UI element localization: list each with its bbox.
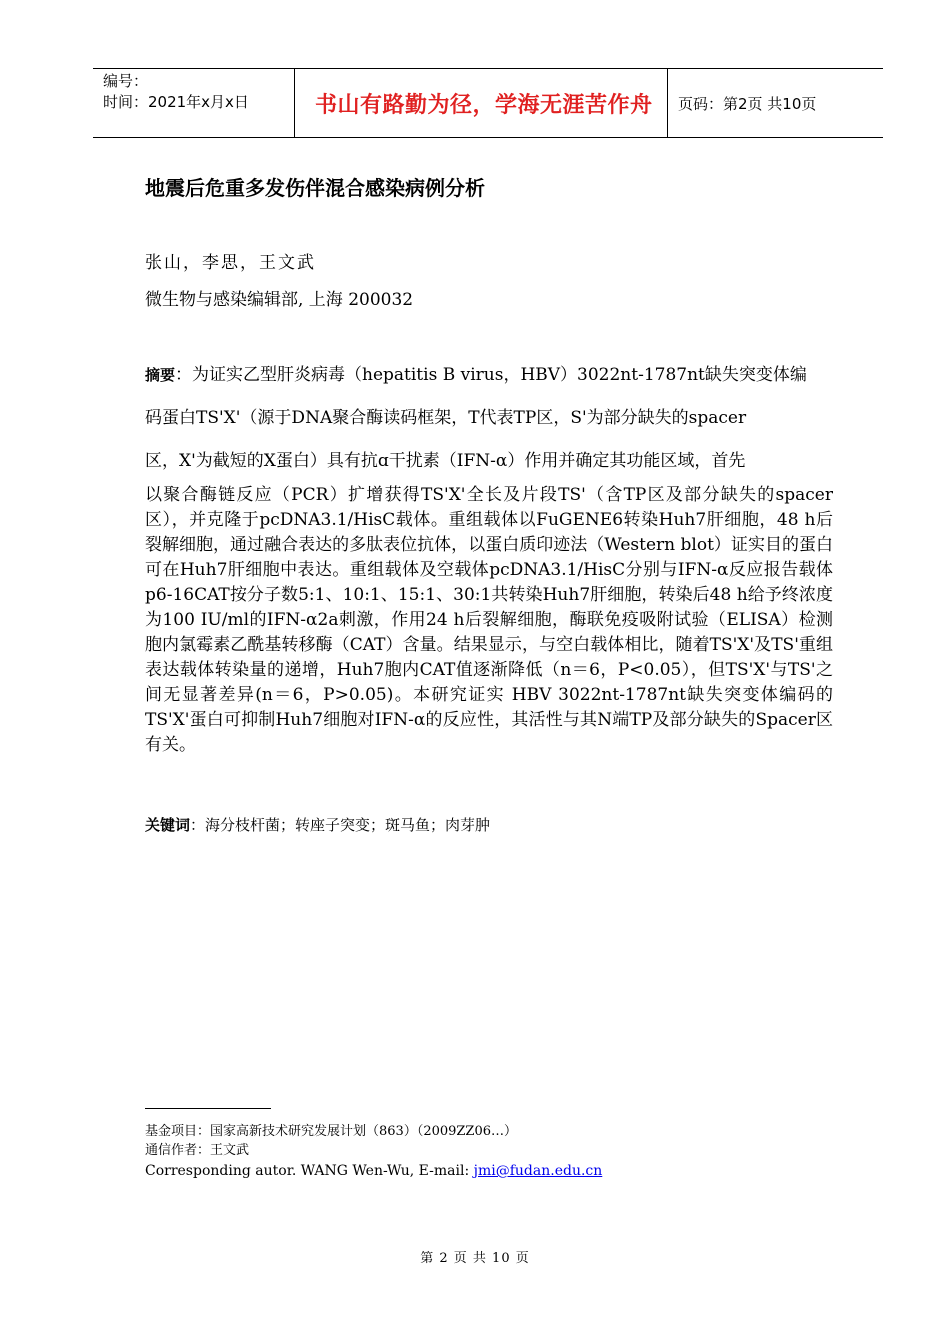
header-meta-cell — [93, 69, 295, 137]
abstract-line-1: 摘要：为证实乙型肝炎病毒（hepatitis B virus，HBV）3022nt-1787nt缺失突变体编 — [145, 365, 807, 385]
abstract-body: 以聚合酶链反应（PCR）扩增获得TS'X'全长及片段TS'（含TP区及部分缺失的spacer区），并克隆于pcDNA3.1/HisC载体。重组载体以FuGENE6转染Huh7肝细胞，48 h后裂解细胞，通过融合表达的多肽表位抗体，以蛋白质印迹法（Western blot）证实目的蛋白可在Huh7肝细胞中表达。重组载体及空载体pcDNA3.1/HisC分别与IFN-α反应报告载体p6-16CAT按分子数5:1、10:1、15:1、30:1共转染Huh7肝细胞，转染后48 h给予终浓度为100 IU/ml的IFN-α2a刺激，作用24 h后裂解细胞，酶联免疫吸附试验（ELISA）检测胞内氯霉素乙酰基转移酶（CAT）含量。结果显示，与空白载体相比，随着TS'X'及TS'重组表达载体转染量的递增，Huh7胞内CAT值逐渐降低（n＝6，P<0.05），但TS'X'与TS'之间无显著差异(n＝6，P>0.05)。本研究证实 HBV 3022nt-1787nt缺失突变体编码的TS'X'蛋白可抑制Huh7细胞对IFN-α的反应性，其活性与其N端TP及部分缺失的Spacer区有关。 — [145, 485, 833, 755]
authors: 张山，李思，王文武 — [145, 253, 316, 273]
header-table — [93, 68, 883, 138]
correspondent-note: 通信作者：王文武 — [145, 1143, 250, 1158]
article-title: 地震后危重多发伤伴混合感染病例分析 — [145, 176, 485, 200]
footnote-divider — [145, 1108, 271, 1109]
corresponding-author-note: Corresponding autor. WANG Wen-Wu, E-mail: jmi@fudan.edu.cn — [145, 1163, 603, 1179]
footnotes — [145, 1122, 602, 1182]
keywords — [145, 814, 490, 835]
motto-text: 书山有路勤为径，学海无涯苦作舟 — [315, 92, 653, 118]
abstract-line-3: 区，X'为截短的X蛋白）具有抗ɑ干扰素（IFN-α）作用并确定其功能区域，首先 — [145, 451, 746, 471]
number-label: 编号： — [103, 72, 149, 90]
abstract — [145, 354, 833, 758]
motto-cell — [295, 69, 668, 137]
fund-note: 基金项目：国家高新技术研究发展计划（863）（2009ZZ06…） — [145, 1124, 518, 1139]
keywords-text: ：海分枝杆菌；转座子突变；斑马鱼；肉芽肿 — [190, 816, 491, 834]
page-footer: 第 2 页 共 10 页 — [420, 1251, 530, 1266]
page-info: 页码：第2页 共10页 — [678, 94, 817, 113]
abstract-label: 摘要 — [145, 366, 176, 384]
email-link[interactable]: jmi@fudan.edu.cn — [473, 1163, 603, 1179]
abstract-line-2: 码蛋白TS'X'（源于DNA聚合酶读码框架，T代表TP区，S'为部分缺失的spacer — [145, 408, 747, 428]
time-line: 时间：2021年x月x日 — [103, 93, 249, 111]
keywords-label: 关键词 — [145, 816, 191, 834]
page-info-cell — [668, 69, 883, 137]
affiliation: 微生物与感染编辑部, 上海 200032 — [145, 290, 414, 310]
